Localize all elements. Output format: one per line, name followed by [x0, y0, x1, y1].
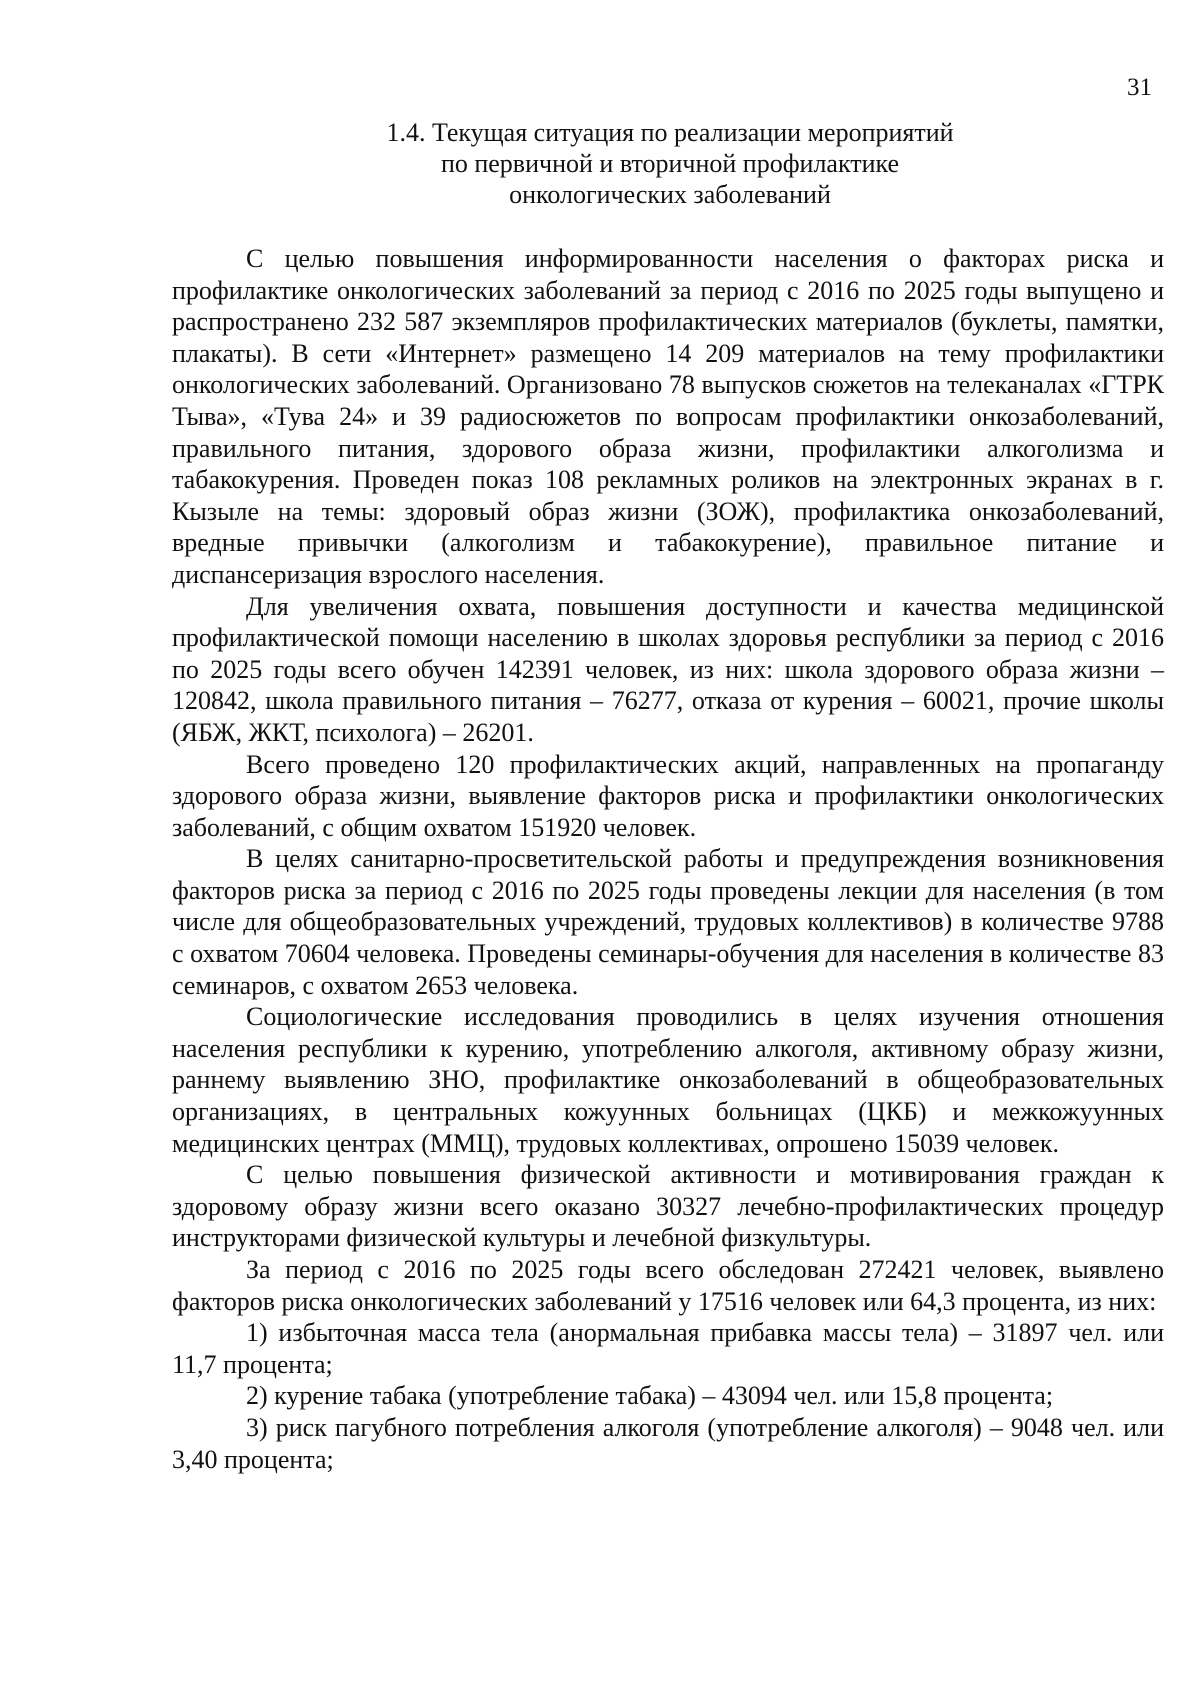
paragraph-lectures-seminars: В целях санитарно-просветительской работы и предупреждения возникновения факторов риска за период с 2016 по 2025 годы проведены лекции для населения (в том числе для общеобразовательных учреждений, трудовых коллективов) в количестве 9788 с охватом 70604 человека. Проведены семинары-обучения для населения в количестве 83 семинаров, с охватом 2653 человека. [172, 844, 1164, 1000]
section-heading-line-3: онкологических заболеваний [509, 180, 831, 209]
paragraph-information-materials: С целью повышения информированности населения о факторах риска и профилактике онкологических заболеваний за период с 2016 по 2025 годы выпущено и распространено 232 587 экземпляров профилактических материалов (буклеты, памятки, плакаты). В сети «Интернет» размещено 14 209 материалов на тему профилактики онкологических заболеваний. Организовано 78 выпусков сюжетов на телеканалах «ГТРК Тыва», «Тува 24» и 39 радиосюжетов по вопросам профилактики онкозаболеваний, правильного питания, здорового образа жизни, профилактики алкоголизма и табакокурения. Проведен показ 108 рекламных роликов на электронных экранах в г. Кызыле на темы: здоровый образ жизни (ЗОЖ), профилактика онкозаболеваний, вредные привычки (алкоголизм и табакокурение), правильное питание и диспансеризация взрослого населения. [172, 244, 1164, 589]
paragraph-preventive-campaigns: Всего проведено 120 профилактических акций, направленных на пропаганду здорового образа жизни, выявление факторов риска и профилактики онкологических заболеваний, с общим охватом 151920 человек. [172, 749, 1164, 842]
list-item-excess-weight: 1) избыточная масса тела (анормальная прибавка массы тела) – 31897 чел. или 11,7 процента; [172, 1318, 1164, 1379]
paragraph-physical-activity: С целью повышения физической активности и мотивирования граждан к здоровому образу жизни всего оказано 30327 лечебно-профилактических процедур инструкторами физической культуры и лечебной физкультуры. [172, 1160, 1164, 1253]
document-body [172, 243, 1164, 1475]
paragraph-examination-results: За период с 2016 по 2025 годы всего обследован 272421 человек, выявлено факторов риска онкологических заболеваний у 17516 человек или 64,3 процента, из них: [172, 1255, 1164, 1316]
section-heading-line-1: 1.4. Текущая ситуация по реализации мероприятий [386, 118, 954, 147]
section-heading-line-2: по первичной и вторичной профилактике [440, 149, 900, 178]
page-number: 31 [1127, 74, 1152, 101]
paragraph-health-schools: Для увеличения охвата, повышения доступности и качества медицинской профилактической помощи населению в школах здоровья республики за период с 2016 по 2025 годы всего обучен 142391 человек, из них: школа здорового образа жизни – 120842, школа правильного питания – 76277, отказа от курения – 60021, прочие школы (ЯБЖ, ЖКТ, психолога) – 26201. [172, 591, 1164, 747]
list-item-alcohol: 3) риск пагубного потребления алкоголя (употребление алкоголя) – 9048 чел. или 3,40 процента; [172, 1412, 1164, 1474]
list-item-tobacco: 2) курение табака (употребление табака) – 43094 чел. или 15,8 процента; [246, 1381, 1054, 1411]
paragraph-sociological-research: Социологические исследования проводились в целях изучения отношения населения республики к курению, употреблению алкоголя, активному образу жизни, раннему выявлению ЗНО, профилактике онкозаболеваний в общеобразовательных организациях, в центральных кожуунных больницах (ЦКБ) и межкожуунных медицинских центрах (ММЦ), трудовых коллективах, опрошено 15039 человек. [172, 1002, 1164, 1158]
section-heading [170, 117, 1170, 210]
